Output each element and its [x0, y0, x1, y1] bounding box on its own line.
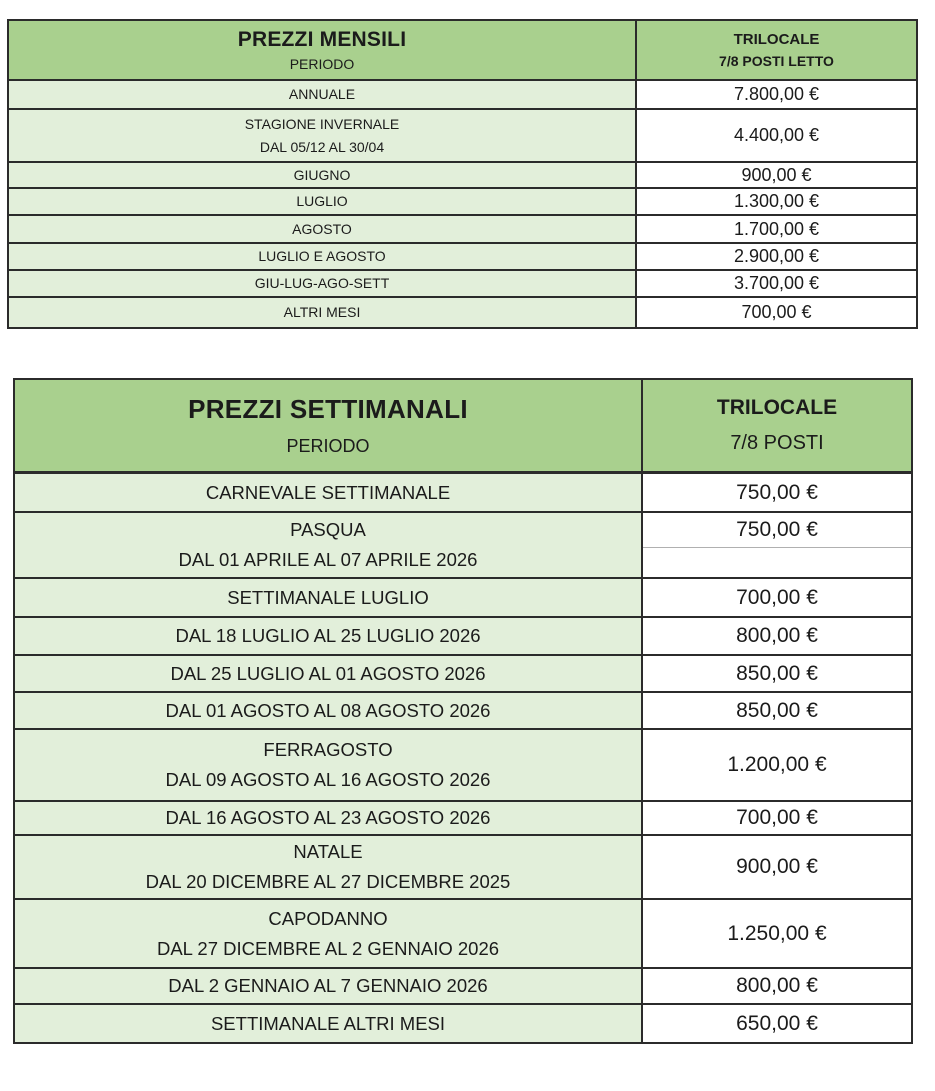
- table-row: [9, 108, 916, 161]
- period-cell: ANNUALE: [9, 81, 635, 108]
- period-cell: ALTRI MESI: [9, 298, 635, 327]
- price-cell: 1.200,00 €: [641, 730, 911, 800]
- period-line1: PASQUA: [290, 519, 366, 540]
- weekly-header-period-cell: [15, 380, 641, 471]
- period-line1: FERRAGOSTO: [263, 739, 393, 760]
- period-line1: CAPODANNO: [268, 907, 388, 929]
- monthly-unit-type: TRILOCALE: [733, 30, 820, 48]
- period-line2: DAL 09 AGOSTO AL 16 AGOSTO 2026: [165, 769, 491, 790]
- period-line2: DAL 20 DICEMBRE AL 27 DICEMBRE 2025: [145, 871, 511, 892]
- period-cell: LUGLIO E AGOSTO: [9, 244, 635, 269]
- price-cell: 750,00 €: [643, 513, 911, 548]
- table-row: [15, 511, 911, 577]
- period-cell: AGOSTO: [9, 216, 635, 242]
- weekly-prices-table: [13, 378, 913, 1044]
- period-cell: [15, 836, 641, 898]
- period-cell: DAL 25 LUGLIO AL 01 AGOSTO 2026: [15, 656, 641, 691]
- period-cell: [15, 730, 641, 800]
- period-cell: LUGLIO: [9, 189, 635, 214]
- monthly-prices-table: [7, 19, 918, 329]
- period-line1: STAGIONE INVERNALE: [244, 115, 400, 132]
- period-cell: SETTIMANALE LUGLIO: [15, 579, 641, 616]
- price-cell-split: [641, 513, 911, 577]
- price-cell: 4.400,00 €: [635, 110, 916, 161]
- weekly-unit-beds: 7/8 POSTI: [730, 432, 824, 454]
- period-cell: DAL 16 AGOSTO AL 23 AGOSTO 2026: [15, 802, 641, 834]
- price-cell: 850,00 €: [641, 656, 911, 691]
- price-cell: 700,00 €: [641, 802, 911, 834]
- price-cell: 2.900,00 €: [635, 244, 916, 269]
- table-row: [15, 800, 911, 834]
- table-row: [15, 898, 911, 967]
- period-cell: CARNEVALE SETTIMANALE: [15, 474, 641, 511]
- table-row: [15, 654, 911, 691]
- period-cell: GIU-LUG-AGO-SETT: [9, 271, 635, 296]
- table-row: [15, 691, 911, 728]
- monthly-header-row: [9, 21, 916, 79]
- monthly-period-header: PERIODO: [289, 55, 355, 72]
- table-row: [9, 296, 916, 327]
- period-cell: SETTIMANALE ALTRI MESI: [15, 1005, 641, 1042]
- weekly-table-title: PREZZI SETTIMANALI: [188, 394, 468, 425]
- monthly-table-title: PREZZI MENSILI: [237, 28, 407, 52]
- table-row: [9, 242, 916, 269]
- period-cell: [15, 900, 641, 967]
- price-cell: 1.250,00 €: [641, 900, 911, 967]
- price-cell: 900,00 €: [641, 836, 911, 898]
- monthly-header-unit-cell: [635, 21, 916, 79]
- table-row: [9, 79, 916, 108]
- price-cell: 850,00 €: [641, 693, 911, 728]
- monthly-unit-beds: 7/8 POSTI LETTO: [719, 53, 834, 70]
- weekly-header-unit-cell: [641, 380, 911, 471]
- table-row: [9, 269, 916, 296]
- period-cell: DAL 18 LUGLIO AL 25 LUGLIO 2026: [15, 618, 641, 654]
- price-cell: 900,00 €: [635, 163, 916, 187]
- price-cell: 3.700,00 €: [635, 271, 916, 296]
- price-cell: 650,00 €: [641, 1005, 911, 1042]
- price-cell: 1.300,00 €: [635, 189, 916, 214]
- period-cell: [15, 513, 641, 577]
- table-row: [15, 967, 911, 1003]
- table-row: [9, 161, 916, 187]
- weekly-unit-type: TRILOCALE: [716, 396, 838, 419]
- table-row: [15, 728, 911, 800]
- table-row: [9, 187, 916, 214]
- price-cell: 7.800,00 €: [635, 81, 916, 108]
- table-row: [9, 214, 916, 242]
- period-cell: DAL 01 AGOSTO AL 08 AGOSTO 2026: [15, 693, 641, 728]
- table-row: [15, 577, 911, 616]
- table-row: [15, 616, 911, 654]
- period-line2: DAL 05/12 AL 30/04: [259, 138, 385, 155]
- period-cell: [9, 110, 635, 161]
- period-cell: GIUGNO: [9, 163, 635, 187]
- monthly-header-period-cell: [9, 21, 635, 79]
- weekly-header-row: [15, 380, 911, 472]
- price-cell: 750,00 €: [641, 474, 911, 511]
- price-cell: 700,00 €: [635, 298, 916, 327]
- price-cell: 800,00 €: [641, 969, 911, 1003]
- price-cell: 1.700,00 €: [635, 216, 916, 242]
- period-line2: DAL 01 APRILE AL 07 APRILE 2026: [178, 549, 478, 570]
- price-cell: 800,00 €: [641, 618, 911, 654]
- table-row: [15, 834, 911, 898]
- period-line2: DAL 27 DICEMBRE AL 2 GENNAIO 2026: [156, 937, 500, 959]
- table-row: [15, 472, 911, 511]
- weekly-period-header: PERIODO: [286, 435, 370, 456]
- period-line1: NATALE: [293, 841, 363, 862]
- price-cell: 700,00 €: [641, 579, 911, 616]
- period-cell: DAL 2 GENNAIO AL 7 GENNAIO 2026: [15, 969, 641, 1003]
- price-cell-empty: [643, 548, 911, 577]
- table-row: [15, 1003, 911, 1042]
